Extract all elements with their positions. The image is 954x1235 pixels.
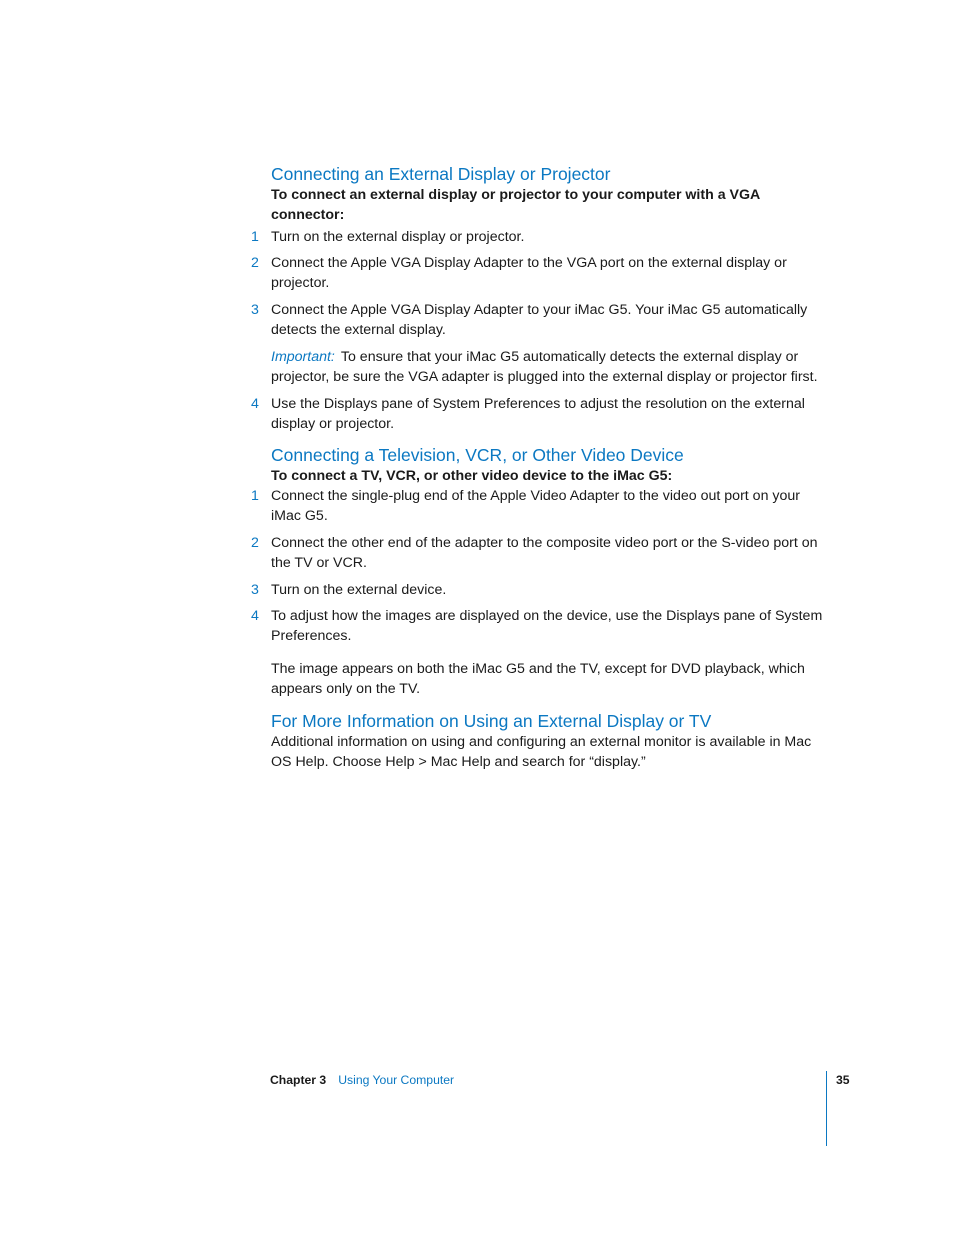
steps-tv-vcr [251, 486, 826, 646]
step-item [251, 533, 826, 573]
page-content [251, 163, 826, 772]
step-number: 1 [251, 229, 259, 245]
step-item [251, 300, 826, 340]
section-heading-tv-vcr: Connecting a Television, VCR, or Other Video Device [271, 445, 684, 465]
footer-chapter: Chapter 3 [270, 1073, 327, 1087]
step-text: Turn on the external device. [271, 582, 447, 598]
step-item [251, 580, 826, 600]
step-number: 4 [251, 396, 259, 412]
step-item [251, 227, 826, 247]
section-heading-more-info: For More Information on Using an External Display or TV [271, 711, 712, 731]
important-note [271, 347, 826, 387]
step-item [251, 253, 826, 293]
step-text: Connect the Apple VGA Display Adapter to the VGA port on the external display or projector. [271, 255, 787, 291]
step-item [251, 606, 826, 646]
step-text: To adjust how the images are displayed on the device, use the Displays pane of System Preferences. [271, 608, 823, 644]
page-footer [270, 1072, 454, 1088]
task-intro-external-display: To connect an external display or projector to your computer with a VGA connector: [271, 187, 760, 223]
tv-playback-note: The image appears on both the iMac G5 and the TV, except for DVD playback, which appears only on the TV. [271, 661, 805, 697]
step-item [251, 486, 826, 526]
step-number: 3 [251, 582, 259, 598]
steps-external-display [251, 227, 826, 434]
section-heading-external-display: Connecting an External Display or Projector [271, 164, 611, 184]
more-info-body: Additional information on using and configuring an external monitor is available in Mac OS Help. Choose Help > Mac Help and search for “display.” [271, 734, 812, 770]
step-number: 2 [251, 255, 259, 271]
footer-chapter-title: Using Your Computer [338, 1073, 455, 1087]
step-item [251, 394, 826, 434]
important-text: To ensure that your iMac G5 automatically detects the external display or projector, be sure the VGA adapter is plugged into the external display or projector first. [271, 349, 818, 385]
step-text: Connect the single-plug end of the Apple Video Adapter to the video out port on your iMac G5. [271, 488, 800, 524]
task-intro-tv-vcr: To connect a TV, VCR, or other video device to the iMac G5: [271, 468, 673, 484]
step-text: Connect the Apple VGA Display Adapter to your iMac G5. Your iMac G5 automatically detects the external display. [271, 302, 808, 338]
footer-rule [826, 1071, 827, 1146]
page-number: 35 [836, 1073, 850, 1087]
step-text: Turn on the external display or projector. [271, 229, 525, 245]
step-number: 1 [251, 488, 259, 504]
step-number: 4 [251, 608, 259, 624]
step-text: Use the Displays pane of System Preferences to adjust the resolution on the external display or projector. [271, 396, 805, 432]
important-label: Important: [271, 349, 335, 365]
step-number: 2 [251, 535, 259, 551]
step-number: 3 [251, 302, 259, 318]
step-text: Connect the other end of the adapter to the composite video port or the S-video port on the TV or VCR. [271, 535, 818, 571]
